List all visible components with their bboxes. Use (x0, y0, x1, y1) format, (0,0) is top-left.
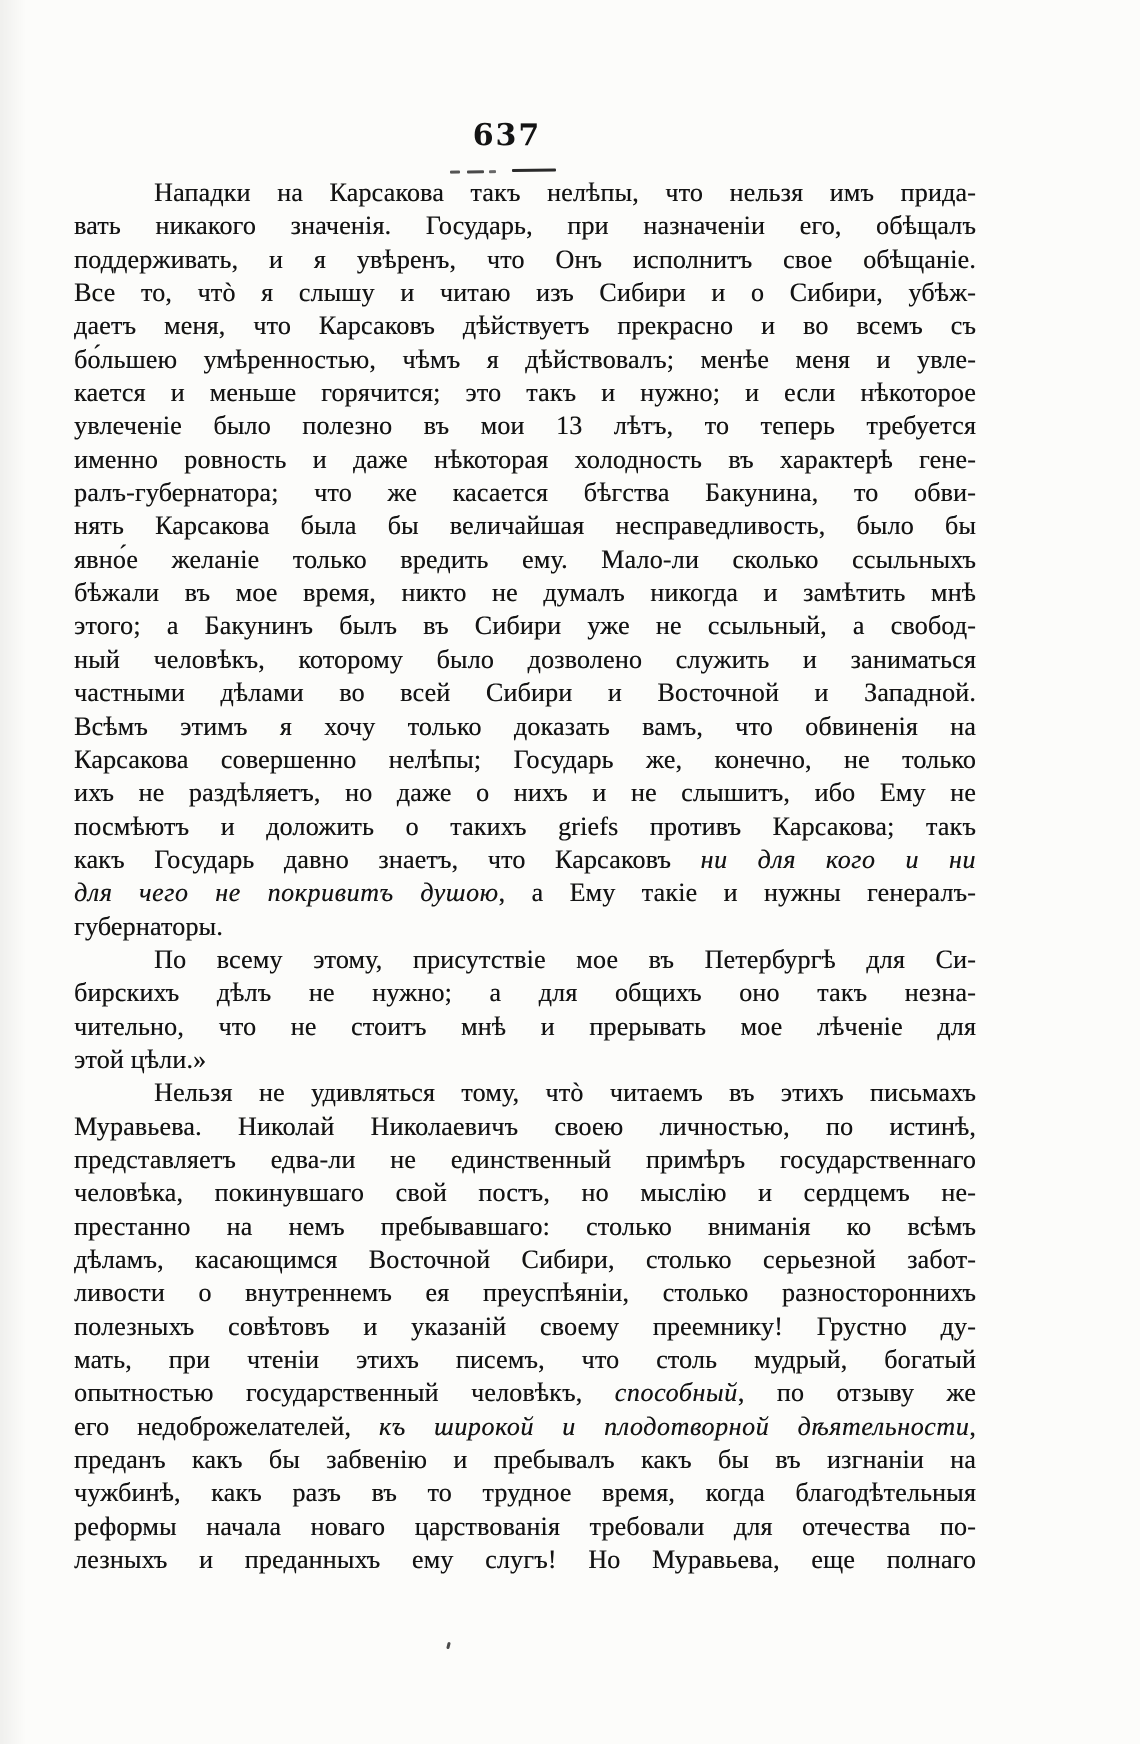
text-segment: именно ровность и даже нѣкоторая холодность въ характерѣ гене- (74, 444, 976, 474)
text-line (74, 976, 976, 1009)
text-line (74, 1510, 976, 1543)
text-line (74, 643, 976, 676)
italic-text-segment: къ широкой и плодотворной дѣятельности (378, 1411, 970, 1441)
text-segment: губернаторы. (74, 911, 223, 941)
text-line (74, 1143, 976, 1176)
text-segment: этого; а Бакунинъ былъ въ Сибири уже не ссыльный, а свобод- (74, 611, 976, 641)
text-segment: ный человѣкъ, которому было дозволено служить и заниматься (74, 644, 976, 674)
rule-dash (489, 170, 496, 173)
text-segment: человѣка, покинувшаго свой постъ, но мыслію и сердцемъ не- (74, 1178, 976, 1208)
text-line (74, 710, 976, 743)
text-segment: Нападки на Карсакова такъ нелѣпы, что нельзя имъ прида- (154, 178, 976, 207)
text-line (74, 876, 976, 909)
text-segment: ливости о внутреннемъ ея преуспѣяніи, столько разностороннихъ (74, 1278, 976, 1308)
rule-dash (512, 169, 556, 172)
text-segment: дѣламъ, касающимся Восточной Сибири, столько серьезной забот- (74, 1245, 976, 1274)
text-segment: явно́е желаніе только вредить ему. Мало-ли сколько ссыльныхъ (74, 544, 976, 574)
paragraph (74, 176, 976, 943)
text-segment: Карсакова совершенно нелѣпы; Государь же, конечно, не только (74, 744, 976, 774)
text-segment: Нельзя не удивляться тому, чтò читаемъ въ этихъ письмахъ (154, 1078, 976, 1108)
text-line (74, 1543, 976, 1576)
text-line (74, 1210, 976, 1243)
text-segment: По всему этому, присутствіе мое въ Петербургѣ для Си- (154, 944, 976, 974)
text-line (74, 1176, 976, 1209)
paragraph (74, 943, 976, 1076)
text-line (74, 543, 976, 576)
text-segment: бѣжали въ мое время, никто не думалъ никогда и замѣтить мнѣ (74, 578, 976, 608)
rule-dash (450, 171, 460, 174)
text-segment: полезныхъ совѣтовъ и указаній своему преемнику! Грустно ду- (74, 1311, 976, 1341)
text-line (74, 943, 976, 976)
text-segment: Муравьева. Николай Николаевичъ своею личностью, по истинѣ, (74, 1111, 976, 1141)
text-line (74, 509, 976, 542)
text-line (74, 1310, 976, 1343)
text-segment: бирскихъ дѣлъ не нужно; а для общихъ оно такъ незна- (74, 978, 976, 1008)
italic-text-segment: для чего не покривитъ душою (74, 878, 499, 908)
text-segment: кается и меньше горячится; это такъ и нужно; и если нѣкоторое (74, 378, 976, 408)
text-segment: , а Ему такіе и нужны генералъ- (498, 878, 976, 908)
text-line (74, 843, 976, 876)
text-segment: бо́льшею умѣренностью, чѣмъ я дѣйствовалъ; менѣе меня и увле- (74, 344, 976, 374)
text-line (74, 576, 976, 609)
text-block (74, 176, 976, 1576)
text-segment: престанно на немъ пребывавшаго: столько вниманія ко всѣмъ (74, 1211, 976, 1241)
text-segment: чительно, что не стоитъ мнѣ и прерывать мое лѣченіе для (74, 1011, 976, 1041)
italic-text-segment: ни для кого и ни (700, 844, 976, 874)
text-segment: его недоброжелателей, (74, 1411, 379, 1441)
text-line (74, 409, 976, 442)
text-line (74, 1476, 976, 1509)
text-line (74, 1010, 976, 1043)
text-line (74, 476, 976, 509)
text-segment: даетъ меня, что Карсаковъ дѣйствуетъ прекрасно и во всемъ съ (74, 311, 976, 341)
text-segment: лезныхъ и преданныхъ ему слугъ! Но Муравьева, еще полнаго (74, 1545, 976, 1575)
text-segment: опытностью государственный человѣкъ, (74, 1378, 615, 1408)
text-segment: нять Карсакова была бы величайшая несправедливость, было бы (74, 511, 976, 541)
text-line (74, 676, 976, 709)
text-segment: , (969, 1411, 976, 1441)
text-segment: чужбинѣ, какъ разъ въ то трудное время, когда благодѣтельныя (74, 1478, 976, 1508)
text-line (74, 1376, 976, 1409)
paragraph (74, 1076, 976, 1576)
rule-dash (467, 170, 484, 173)
text-line (74, 309, 976, 342)
text-segment: ралъ-губернатора; что же касается бѣгства Бакунина, то обви- (74, 478, 976, 508)
text-line (74, 276, 976, 309)
text-segment: увлеченіе было полезно въ мои 13 лѣтъ, то теперь требуется (74, 411, 976, 441)
text-segment: реформы начала новаго царствованія требовали для отечества по- (74, 1511, 976, 1541)
text-line (74, 1110, 976, 1143)
page-number: 637 (472, 118, 542, 153)
text-segment: ихъ не раздѣляетъ, но даже о нихъ и не слышитъ, ибо Ему не (74, 778, 976, 808)
text-segment: частными дѣлами во всей Сибири и Восточной и Западной. (74, 678, 976, 708)
text-segment: преданъ какъ бы забвенію и пребывалъ какъ бы въ изгнаніи на (74, 1445, 976, 1475)
text-line (74, 209, 976, 242)
text-line (74, 243, 976, 276)
ink-speck (446, 1642, 450, 1649)
text-segment: , по отзыву же (737, 1378, 976, 1408)
text-line (74, 1410, 976, 1443)
text-line (74, 1076, 976, 1109)
text-line (74, 776, 976, 809)
text-segment: какъ Государь давно знаетъ, что Карсаковъ (74, 844, 701, 874)
text-segment: посмѣютъ и доложить о такихъ griefs противъ Карсакова; такъ (74, 811, 976, 841)
text-line (74, 1343, 976, 1376)
text-segment: этой цѣли.» (74, 1044, 207, 1074)
text-line (74, 609, 976, 642)
text-line (74, 1276, 976, 1309)
text-segment: мать, при чтеніи этихъ писемъ, что столь мудрый, богатый (74, 1345, 976, 1375)
text-line (74, 910, 976, 943)
text-line (74, 176, 976, 209)
text-segment: представляетъ едва-ли не единственный примѣръ государственнаго (74, 1144, 976, 1174)
page-number-rule (450, 168, 570, 173)
text-line (74, 743, 976, 776)
page-edge-shadow (0, 0, 26, 1744)
text-line (74, 443, 976, 476)
text-segment: Всѣмъ этимъ я хочу только доказать вамъ, что обвиненія на (74, 711, 976, 741)
text-segment: поддерживать, и я увѣренъ, что Онъ исполнитъ свое обѣщаніе. (74, 244, 976, 274)
italic-text-segment: способный (614, 1378, 738, 1408)
text-line (74, 376, 976, 409)
text-line (74, 1243, 976, 1276)
text-segment: Все то, чтò я слышу и читаю изъ Сибири и о Сибири, убѣж- (74, 278, 976, 308)
text-line (74, 1043, 976, 1076)
text-segment: вать никакого значенія. Государь, при назначеніи его, обѣщалъ (74, 211, 976, 241)
text-line (74, 1443, 976, 1476)
text-line (74, 343, 976, 376)
text-line (74, 810, 976, 843)
